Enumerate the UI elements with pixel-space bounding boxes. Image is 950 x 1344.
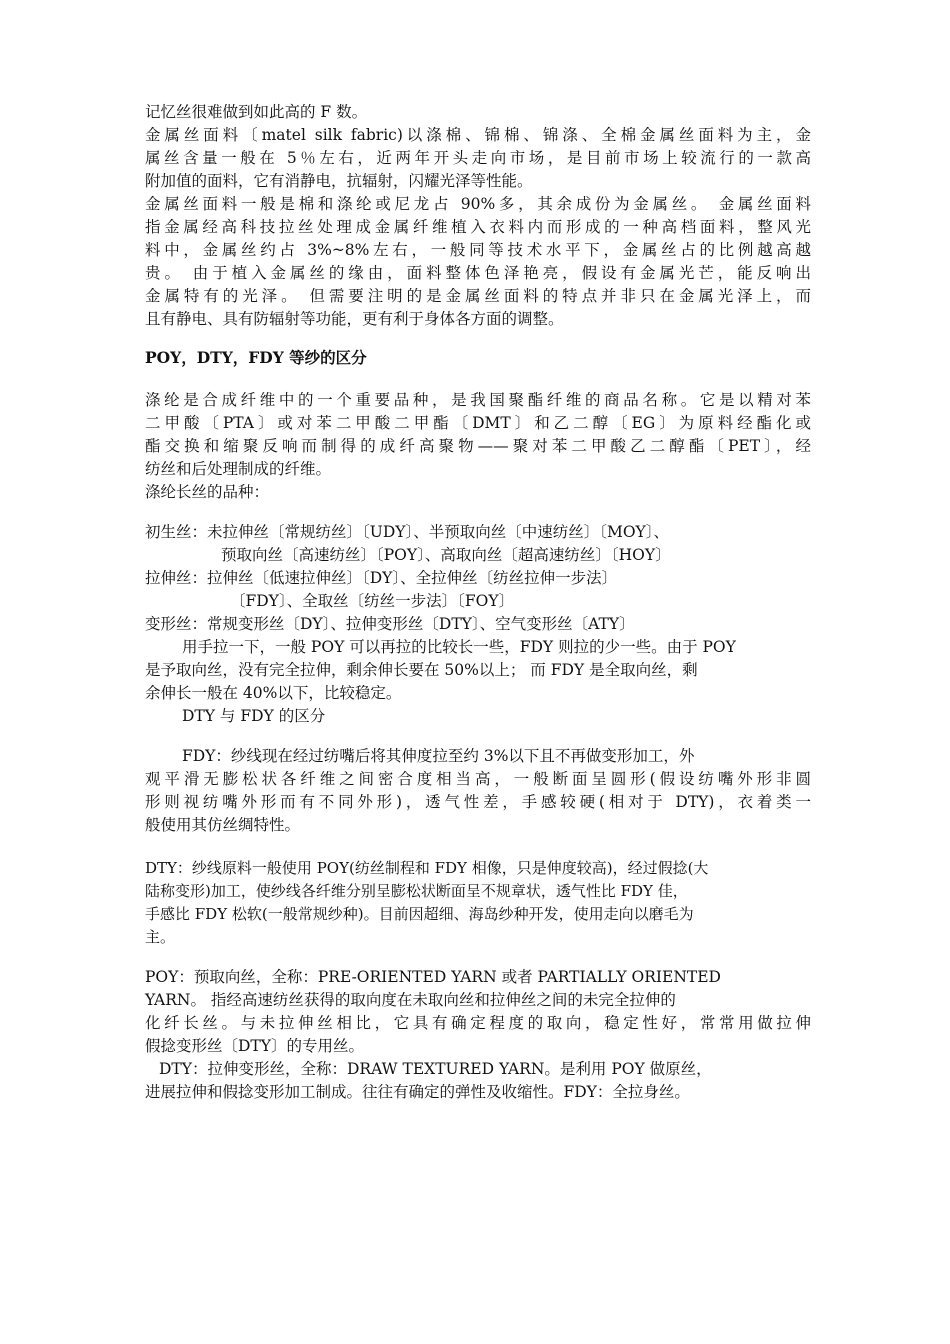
text-line: DTY 与 FDY 的区分 [182, 707, 326, 725]
text-line: 涤纶长丝的品种： [145, 483, 270, 501]
text-line: 般使用其仿丝绸特性。 [145, 816, 301, 834]
text-line: 贵。 由于植入金属丝的缘由，面料整体色泽艳亮，假设有金属光芒，能反响出 [145, 264, 811, 282]
text-line: 金属丝面料〔matel silk fabric)以涤棉、锦棉、锦涤、全棉金属丝面料为主，金 [145, 126, 811, 144]
section-heading: POY，DTY，FDY 等纱的区分 [145, 348, 367, 367]
text-line: 预取向丝〔高速纺丝〕〔POY〕、高取向丝〔超高速纺丝〕〔HOY〕 [221, 546, 671, 564]
text-line: 涤纶是合成纤维中的一个重要品种，是我国聚酯纤维的商品名称。它是以精对苯 [145, 391, 811, 409]
text-line: 化纤长丝。与未拉伸丝相比，它具有确定程度的取向，稳定性好，常常用做拉伸 [145, 1014, 811, 1032]
text-line: 假捻变形丝〔DTY〕的专用丝。 [145, 1037, 364, 1055]
text-line: DTY：纱线原料一般使用 POY(纺丝制程和 FDY 相像，只是伸度较高)，经过假捻(大 [145, 859, 709, 877]
text-line: 初生丝：未拉伸丝〔常规纺丝〕〔UDY〕、半预取向丝〔中速纺丝〕〔MOY〕、 [145, 523, 670, 541]
text-line: 是予取向丝，没有完全拉伸，剩余伸长要在 50%以上； 而 FDY 是全取向丝，剩 [145, 661, 698, 679]
text-line: FDY：纱线现在经过纺嘴后将其伸度拉至约 3%以下且不再做变形加工，外 [182, 747, 695, 765]
text-line: 酯交换和缩聚反响而制得的成纤高聚物——聚对苯二甲酸乙二醇酯〔PET〕，经 [145, 437, 811, 455]
text-line: DTY：拉伸变形丝，全称：DRAW TEXTURED YARN。是利用 POY 做原丝， [159, 1060, 712, 1078]
text-line: 料中，金属丝约占 3%~8%左右，一般同等技术水平下，金属丝占的比例越高越 [145, 241, 811, 259]
text-line: 观平滑无膨松状各纤维之间密合度相当高，一般断面呈圆形(假设纺嘴外形非圆 [145, 770, 811, 788]
text-line: 指金属经高科技拉丝处理成金属纤维植入衣料内而形成的一种高档面料，整风光 [145, 218, 811, 236]
text-line: 记忆丝很难做到如此高的 F 数。 [145, 103, 368, 121]
text-line: 进展拉伸和假捻变形加工制成。往往有确定的弹性及收缩性。FDY：全拉身丝。 [145, 1083, 690, 1101]
text-line: 金属丝面料一般是棉和涤纶或尼龙占 90%多，其余成份为金属丝。 金属丝面料 [145, 195, 811, 213]
text-line: 形则视纺嘴外形而有不同外形)，透气性差，手感较硬(相对于 DTY)，衣着类一 [145, 793, 811, 811]
text-line: POY：预取向丝，全称：PRE-ORIENTED YARN 或者 PARTIALLY ORIENTED [145, 968, 721, 986]
text-line: 且有静电、具有防辐射等功能，更有利于身体各方面的调整。 [145, 310, 564, 328]
text-line: 拉伸丝：拉伸丝〔低速拉伸丝〕〔DY〕、全拉伸丝〔纺丝拉伸一步法〕 [145, 569, 618, 587]
text-line: 属丝含量一般在 5％左右，近两年开头走向市场，是目前市场上较流行的一款高 [145, 149, 811, 167]
text-line: 主。 [145, 928, 176, 946]
text-line: 手感比 FDY 松软(一般常规纱种)。目前因超细、海岛纱种开发，使用走向以磨毛为 [145, 905, 694, 923]
text-line: 用手拉一下，一般 POY 可以再拉的比较长一些，FDY 则拉的少一些。由于 POY [182, 638, 736, 656]
text-line: YARN。 指经高速纺丝获得的取向度在未取向丝和拉伸丝之间的未完全拉伸的 [145, 991, 676, 1009]
text-line: 二甲酸〔PTA〕或对苯二甲酸二甲酯〔DMT〕和乙二醇〔EG〕为原料经酯化或 [145, 414, 811, 432]
text-line: 〔FDY〕、全取丝〔纺丝一步法〕〔FOY〕 [230, 592, 515, 610]
text-line: 陆称变形)加工，使纱线各纤维分别呈膨松状断面呈不规章状，透气性比 FDY 佳， [145, 882, 688, 900]
text-line: 纺丝和后处理制成的纤维。 [145, 460, 332, 478]
text-line: 变形丝：常规变形丝〔DY〕、拉伸变形丝〔DTY〕、空气变形丝〔ATY〕 [145, 615, 635, 633]
text-line: 金属特有的光泽。 但需要注明的是金属丝面料的特点并非只在金属光泽上，而 [145, 287, 811, 305]
text-line: 附加值的面料，它有消静电，抗辐射，闪耀光泽等性能。 [145, 172, 533, 190]
text-line: 余伸长一般在 40%以下，比较稳定。 [145, 684, 402, 702]
